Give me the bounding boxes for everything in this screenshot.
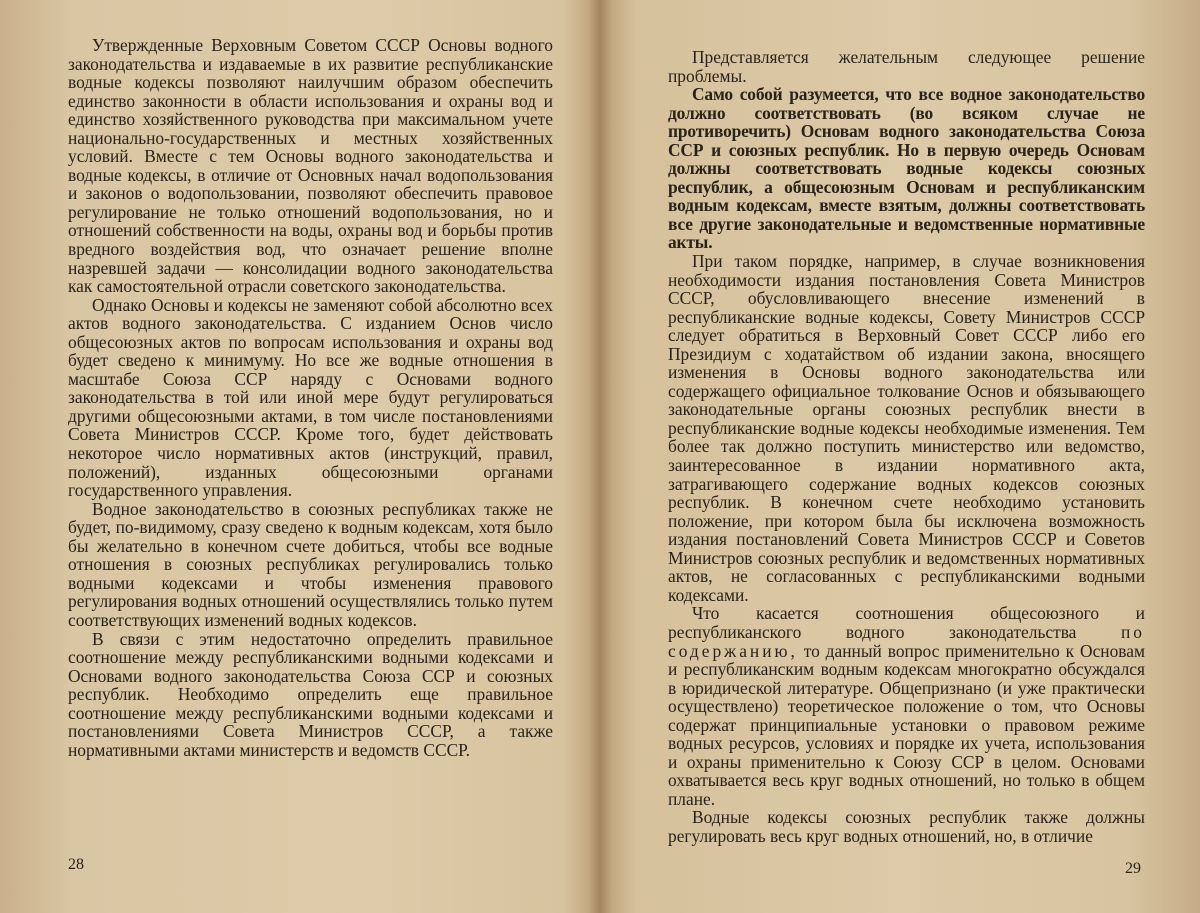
right-bold-paragraph: Само собой разумеется, что все водное законодательство должно соответствовать (во всяком случае не противоречить) Основам водного законодательства Союза ССР и союзных республик. Но в первую очередь Основам должны соответствовать водные кодексы союзных республик, а общесоюзным Основам и республиканским водным кодексам, вместе взятым, должны соответствовать все другие законодательные и ведомственные нормативные акты. <box>668 84 1145 253</box>
right-paragraph-last: Водные кодексы союзных республик также должны регулировать весь круг водных отношений, но, в отличие <box>668 807 1145 846</box>
left-paragraph-3: Водное законодательство в союзных республиках также не будет, по-видимому, сразу сведено к водным кодексам, хотя было бы желательно в конечном счете добиться, чтобы все водные отношения в союзных республиках регулировались только водными кодексами и чтобы изменения правового регулирования водных отношений осуществлялись только путем соответствующих изменений водных кодексов. <box>68 498 553 630</box>
spaced-emphasis: по содержанию, <box>668 621 1145 661</box>
right-paragraph-content <box>668 604 1145 808</box>
left-paragraph-1: Утвержденные Верховным Советом СССР Основы водного законодательства и издаваемые в их развитие республиканские водные кодексы позволяют наилучшим образом обеспечить единство законности в области использования и охраны вод и единство хозяйственного руководства при максимальном учете национально-государственных и местных хозяйственных условий. Вместе с тем Основы водного законодательства и водные кодексы, в отличие от Основных начал водопользования и законов о водопользовании, позволяют обеспечить правовое регулирование не только отношений водопользования, но и отношений собственности на воды, охраны вод и борьбы против вредного воздействия вод, что означает решение вполне назревшей задачи — консолидации водного законодательства как самостоятельной отрасли советского законодательства. <box>68 35 553 297</box>
right-page <box>668 48 1145 846</box>
right-intro-paragraph: Представляется желательным следующее решение проблемы. <box>668 47 1145 86</box>
left-paragraph-2: Однако Основы и кодексы не заменяют собой абсолютно всех актов водного законодательства. С изданием Основ число общесоюзных актов по вопросам использования и охраны вод будет сведено к минимуму. Но все же водные отношения в масштабе Союза ССР наряду с Основами водного законодательства в той или иной мере будут регулироваться другими общесоюзными актами, в том числе постановлениями Совета Министров СССР. Кроме того, будет действовать некоторое число нормативных актов (инструкций, правил, положений), изданных общесоюзными органами государственного управления. <box>68 294 553 501</box>
left-page <box>68 36 553 759</box>
book-fold <box>588 0 612 913</box>
left-paragraph-4: В связи с этим недостаточно определить правильное соотношение между республиканскими водными кодексами и Основами водного законодательства Союза ССР и союзных республик. Необходимо определить еще правильное соотношение между республиканскими водными кодексами и постановлениями Совета Министров СССР, а также нормативными актами министерств и ведомств СССР. <box>68 628 553 760</box>
right-paragraph-order: При таком порядке, например, в случае возникновения необходимости издания постановления Совета Министров СССР, обусловливающего внесение изменений в республиканские водные кодексы, Совету Министров СССР следует обратиться в Верховный Совет СССР либо его Президиум с ходатайством об издании закона, вносящего изменения в Основы водного законодательства или содержащего официальное толкование Основ и обязывающего законодательные органы союзных республик внести в республиканские водные кодексы необходимые изменения. Тем более так должно поступить министерство или ведомство, заинтересованное в издании нормативного акта, затрагивающего содержание водных кодексов союзных республик. В конечном счете необходимо установить положение, при котором была бы исключена возможность издания постановлений Совета Министров СССР и Советов Министров союзных республик и ведомственных нормативных актов, не согласованных с республиканскими водными кодексами. <box>668 251 1145 605</box>
left-page-number: 28 <box>68 856 84 873</box>
content-text-after: то данный вопрос применительно к Основам и республиканским водным кодексам многократно обсуждался в юридической литературе. Общепризнано (и уже практически осуществлено) теоретическое положение о том, что Основы содержат принципиальные установки о правовом режиме водных ресурсов, условиях и порядке их учета, использования и охраны применительно к Союзу ССР в целом. Основами охватывается весь круг водных отношений, но только в общем плане. <box>668 640 1145 809</box>
content-text-before: Что касается соотношения общесоюзного и республиканского водного законодательства <box>668 603 1145 642</box>
right-page-number: 29 <box>1125 860 1141 877</box>
